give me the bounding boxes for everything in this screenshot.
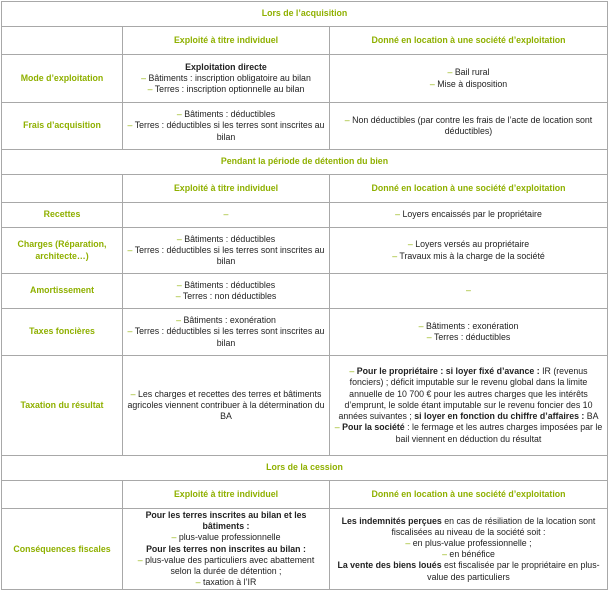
column-header-individuel: Exploité à titre individuel (123, 175, 330, 203)
row-label-consequences-fiscales: Conséquences fiscales (2, 509, 123, 590)
frais-loc-item-1: – Non déductibles (par contre les frais de l’acte de location sont déductibles) (344, 114, 593, 136)
taxation-loc-societe: – Pour la société : le fermage et les autres charges imposées par le bail viennent en déduction du résultat (334, 422, 603, 444)
column-header-individuel: Exploité à titre individuel (123, 481, 330, 509)
mode-indiv-item-1: – Bâtiments : inscription obligatoire au bilan (141, 72, 311, 83)
taxes-indiv-item-1: – Bâtiments : exonération (176, 315, 276, 326)
column-header-location: Donné en location à une société d’exploitation (330, 175, 608, 203)
charges-indiv-item-1: – Bâtiments : déductibles (176, 233, 276, 244)
row-label-charges: Charges (Réparation, architecte…) (2, 228, 123, 274)
section-title-acquisition: Lors de l’acquisition (2, 2, 608, 27)
column-header-row (2, 27, 608, 55)
cell-taxes-location (330, 309, 608, 356)
section-row-acquisition (2, 2, 608, 27)
table-row-frais-acquisition (2, 103, 608, 150)
conseq-indiv-item-2: – plus-value des particuliers avec abattement selon la durée de détention ; (137, 554, 315, 577)
cell-recettes-individuel: – (123, 203, 330, 228)
frais-indiv-item-2: – Terres : déductibles si les terres sont inscrites au bilan (127, 120, 325, 142)
taxes-loc-item-1: – Bâtiments : exonération (418, 320, 519, 331)
section-title-detention: Pendant la période de détention du bien (2, 150, 608, 175)
table-row-recettes (2, 203, 608, 228)
column-header-location: Donné en location à une société d’exploitation (330, 481, 608, 509)
mode-indiv-item-2: – Terres : inscription optionnelle au bilan (147, 84, 305, 95)
row-label-mode-exploitation: Mode d’exploitation (2, 55, 123, 103)
row-label-taxation-resultat: Taxation du résultat (2, 356, 123, 456)
cell-amortissement-location: – (330, 274, 608, 309)
amort-indiv-item-2: – Terres : non déductibles (175, 291, 277, 301)
column-header-empty (2, 27, 123, 55)
cell-charges-individuel (123, 228, 330, 274)
section-title-cession: Lors de la cession (2, 456, 608, 481)
cell-frais-individuel (123, 103, 330, 150)
conseq-indiv-item-3: – taxation à l’IR (195, 577, 257, 588)
table-row-charges (2, 228, 608, 274)
taxes-indiv-item-2: – Terres : déductibles si les terres sont inscrites au bilan (127, 326, 325, 348)
column-header-empty (2, 481, 123, 509)
fiscal-comparison-table (1, 1, 608, 590)
cell-consequences-location (330, 509, 608, 590)
conseq-indiv-item-1: – plus-value professionnelle (171, 532, 281, 543)
mode-loc-item-2: – Mise à disposition (429, 78, 508, 89)
charges-loc-item-2: – Travaux mis à la charge de la société (392, 250, 545, 261)
column-header-row (2, 481, 608, 509)
charges-loc-item-1: – Loyers versés au propriétaire (407, 239, 530, 250)
conseq-loc-item-1: – en plus-value professionnelle ; (405, 538, 532, 548)
cell-mode-location (330, 55, 608, 103)
charges-indiv-item-2: – Terres : déductibles si les terres sont inscrites au bilan (127, 244, 325, 267)
cell-taxation-individuel (123, 356, 330, 456)
section-row-cession (2, 456, 608, 481)
cell-frais-location (330, 103, 608, 150)
cell-charges-location (330, 228, 608, 274)
cell-consequences-individuel (123, 509, 330, 590)
section-row-detention (2, 150, 608, 175)
column-header-empty (2, 175, 123, 203)
cell-taxes-individuel (123, 309, 330, 356)
column-header-location: Donné en location à une société d’exploitation (330, 27, 608, 55)
mode-indiv-title: Exploitation directe (185, 61, 267, 72)
cell-mode-individuel (123, 55, 330, 103)
table-row-amortissement (2, 274, 608, 309)
conseq-loc-indemnites: Les indemnités perçues en cas de résiliation de la location sont fiscalisées au niveau de la société soit : (341, 515, 596, 537)
conseq-indiv-heading-2: Pour les terres non inscrites au bilan : (146, 543, 306, 554)
row-label-recettes: Recettes (2, 203, 123, 228)
amort-indiv-item-1: – Bâtiments : déductibles (176, 279, 276, 290)
conseq-loc-vente: La vente des biens loués est fiscalisée par le propriétaire en plus-value des particuliers (337, 560, 600, 582)
table-row-mode-exploitation (2, 55, 608, 103)
row-label-frais-acquisition: Frais d’acquisition (2, 103, 123, 150)
column-header-row (2, 175, 608, 203)
conseq-loc-item-2: – en bénéfice (442, 549, 495, 560)
taxation-indiv-item-1: – Les charges et recettes des terres et bâtiments agricoles viennent contribuer à la détermination du BA (127, 388, 325, 422)
table-row-taxation-resultat (2, 356, 608, 456)
taxation-loc-proprietaire: – Pour le propriétaire : si loyer fixé d’avance : IR (revenus fonciers) ; déficit imputable sur le revenu global dans la limite annuelle de 10 700 € pour les autres charges que les intérêts d’emprunt, le solde étant imputable sur le revenu foncier des 10 années suivantes ; si loyer en fonction du chiffre d’affaires : BA (338, 366, 599, 422)
table-row-taxes-foncieres (2, 309, 608, 356)
taxes-loc-item-2: – Terres : déductibles (426, 332, 511, 342)
column-header-individuel: Exploité à titre individuel (123, 27, 330, 55)
cell-taxation-location (330, 356, 608, 456)
cell-amortissement-individuel (123, 274, 330, 309)
row-label-taxes-foncieres: Taxes foncières (2, 309, 123, 356)
table-row-consequences-fiscales (2, 509, 608, 590)
frais-indiv-item-1: – Bâtiments : déductibles (176, 109, 276, 120)
conseq-indiv-heading-1: Pour les terres inscrites au bilan et les bâtiments : (145, 510, 307, 532)
row-label-amortissement: Amortissement (2, 274, 123, 309)
cell-recettes-location (330, 203, 608, 228)
recettes-loc-item-1: – Loyers encaissés par le propriétaire (395, 209, 542, 220)
mode-loc-item-1: – Bail rural (447, 67, 490, 78)
